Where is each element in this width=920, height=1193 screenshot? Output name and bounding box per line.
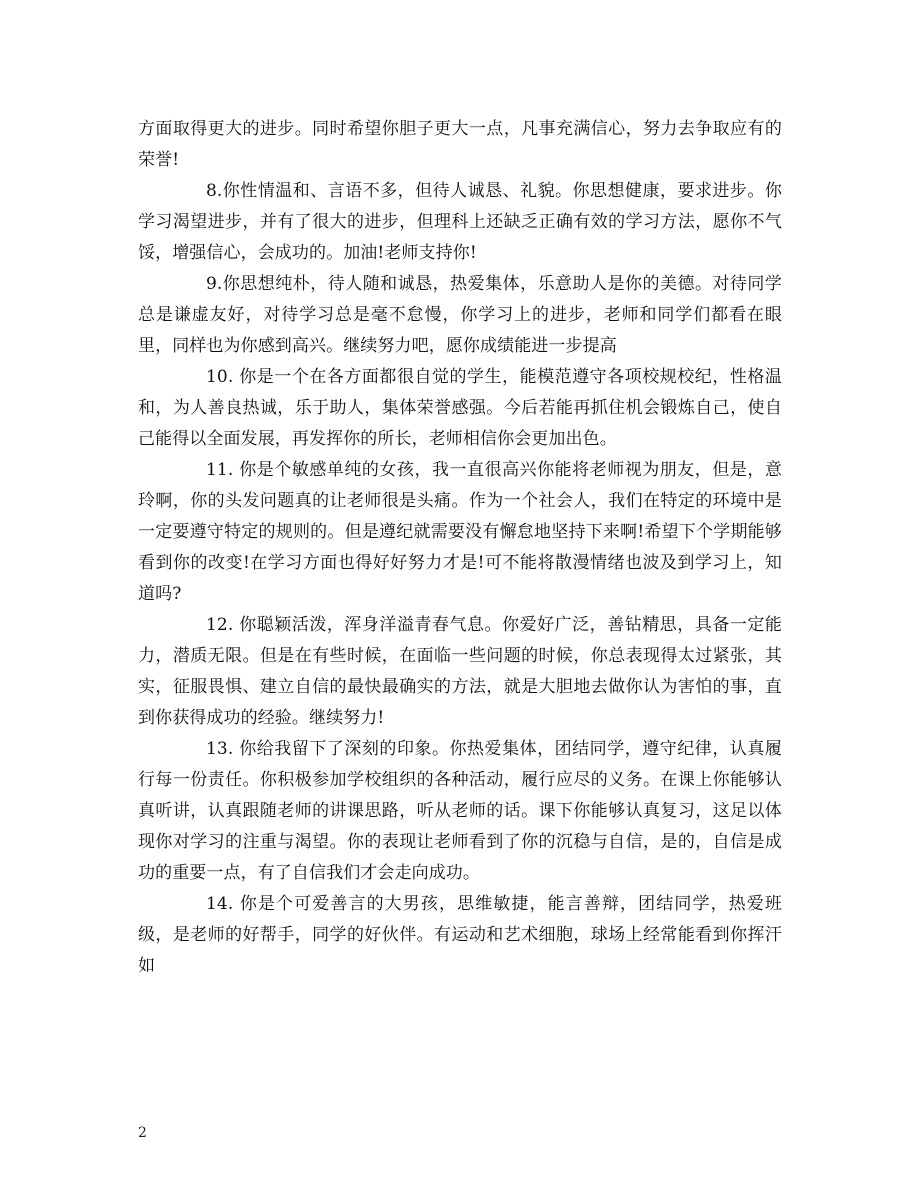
paragraph-12: 12. 你聪颖活泼，浑身洋溢青春气息。你爱好广泛，善钻精思，具备一定能力，潜质无限。但是在有些时候，在面临一些问题的时候，你总表现得太过紧张，其实，征服畏惧、建立自信的最快最确实的方法，就是大胆地去做你认为害怕的事，直到你获得成功的经验。继续努力! (138, 615, 782, 728)
paragraph-9: 9.你思想纯朴，待人随和诚恳，热爱集体，乐意助人是你的美德。对待同学总是谦虚友好，对待学习总是毫不怠慢，你学习上的进步，老师和同学们都看在眼里，同样也为你感到高兴。继续努力吧，愿你成绩能进一步提高 (138, 274, 782, 356)
page-number: 2 (138, 1125, 147, 1141)
document-body (138, 114, 782, 982)
paragraph-14: 14. 你是个可爱善言的大男孩，思维敏捷，能言善辩，团结同学，热爱班级，是老师的好帮手，同学的好伙伴。有运动和艺术细胞，球场上经常能看到你挥汗如 (138, 894, 782, 976)
paragraph-continued: 方面取得更大的进步。同时希望你胆子更大一点，凡事充满信心，努力去争取应有的荣誉! (138, 119, 782, 170)
paragraph-8: 8.你性情温和、言语不多，但待人诚恳、礼貌。你思想健康，要求进步。你学习渴望进步，并有了很大的进步，但理科上还缺乏正确有效的学习方法，愿你不气馁，增强信心，会成功的。加油!老师支持你! (138, 181, 782, 263)
paragraph-10: 10. 你是一个在各方面都很自觉的学生，能模范遵守各项校规校纪，性格温和，为人善良热诚，乐于助人，集体荣誉感强。今后若能再抓住机会锻炼自己，使自己能得以全面发展，再发挥你的所长，老师相信你会更加出色。 (138, 367, 782, 449)
paragraph-13: 13. 你给我留下了深刻的印象。你热爱集体，团结同学，遵守纪律，认真履行每一份责任。你积极参加学校组织的各种活动，履行应尽的义务。在课上你能够认真听讲，认真跟随老师的讲课思路，听从老师的话。课下你能够认真复习，这足以体现你对学习的注重与渴望。你的表现让老师看到了你的沉稳与自信，是的，自信是成功的重要一点，有了自信我们才会走向成功。 (138, 739, 782, 883)
paragraph-11: 11. 你是个敏感单纯的女孩，我一直很高兴你能将老师视为朋友，但是，意玲啊，你的头发问题真的让老师很是头痛。作为一个社会人，我们在特定的环境中是一定要遵守特定的规则的。但是遵纪就需要没有懈怠地坚持下来啊!希望下个学期能够看到你的改变!在学习方面也得好好努力才是!可不能将散漫情绪也波及到学习上，知道吗? (138, 460, 782, 604)
